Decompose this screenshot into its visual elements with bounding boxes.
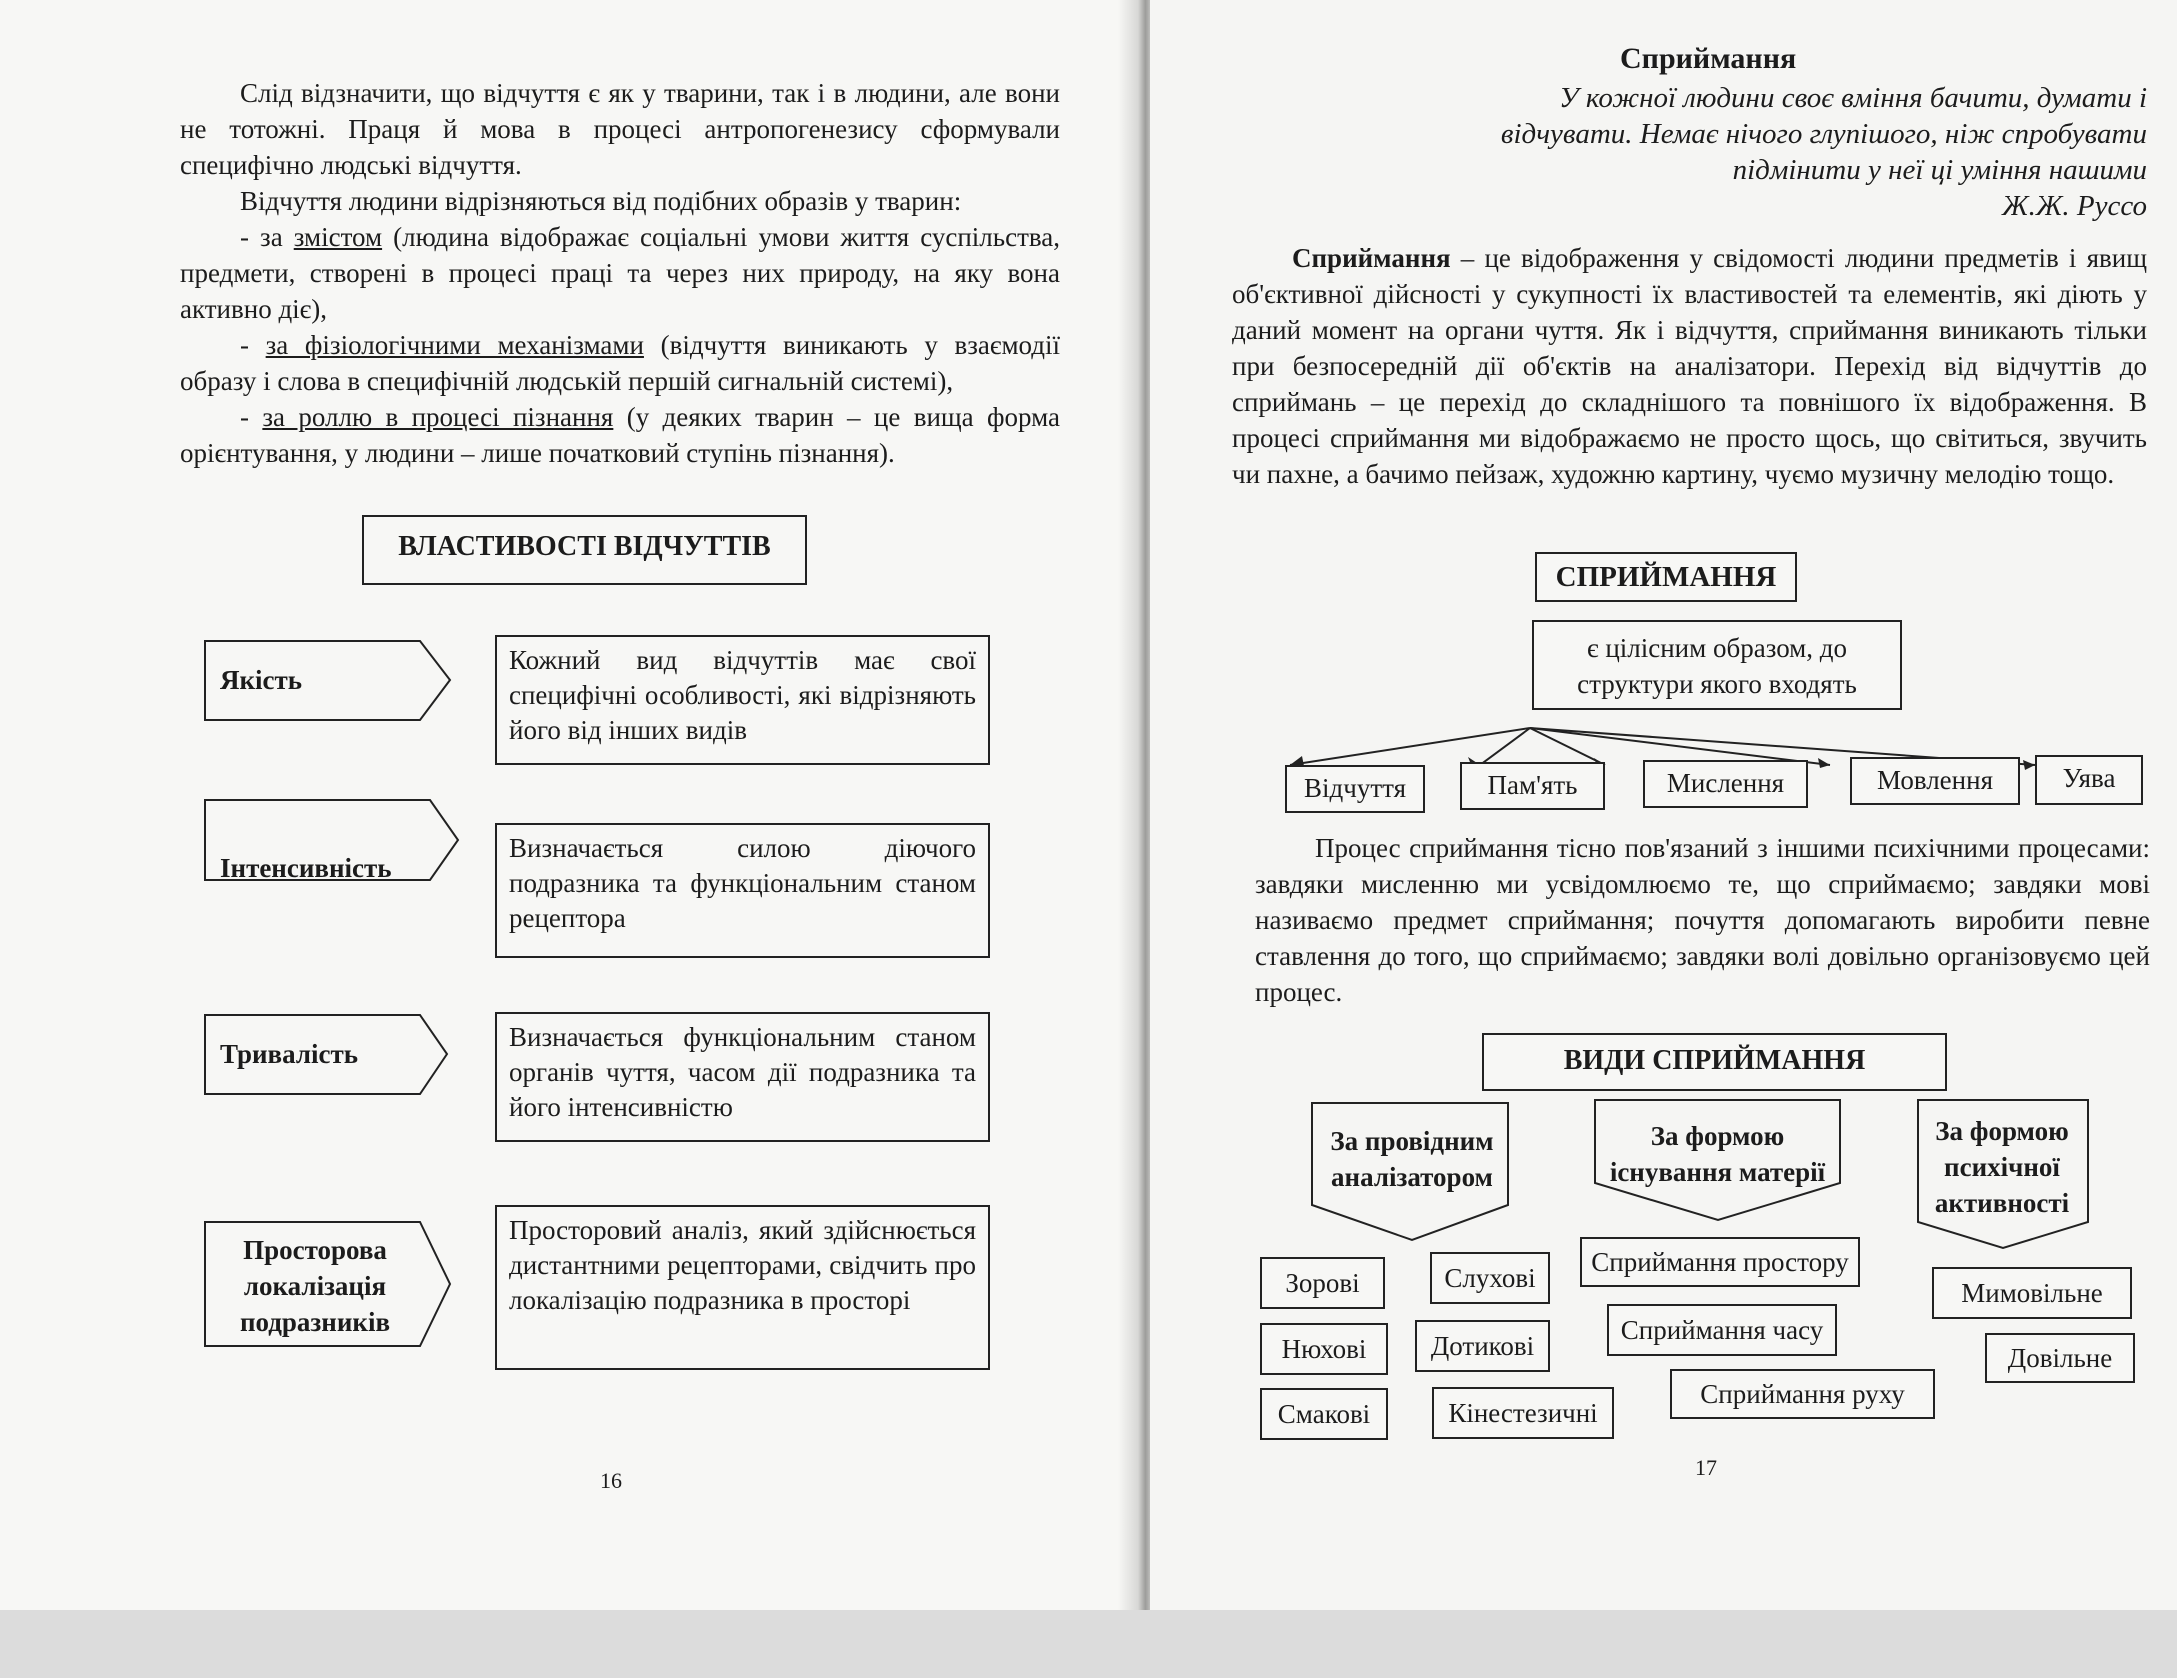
property-label: Якість (220, 665, 303, 695)
underlined-term: за фізіологічними механізмами (265, 330, 644, 360)
property-description-box (495, 635, 990, 765)
perception-type: Зорові (1260, 1257, 1385, 1309)
process-paragraph: Процес сприймання тісно пов'язаний з іншими психічними процесами: завдяки мисленню ми усвідомлюємо те, що сприймаємо; завдяки мові називаємо предмет сприймання; почуття допомагають виробити певне ставлення до того, що сприймаємо; завдяки волі довільно організовуємо цей процес. (1255, 833, 2150, 1007)
list-item: - за змістом (людина відображає соціальні умови життя суспільства, предмети, створені в процесі праці та через них природу, на яку вона активно діє), (180, 222, 1060, 324)
list-item: - за роллю в процесі пізнання (у деяких тварин – це вища форма орієнтування, у людини – лише початковий ступінь пізнання). (180, 402, 1060, 468)
underlined-term: за роллю в процесі пізнання (262, 402, 614, 432)
epigraph-line: відчувати. Немає нічого глупішого, ніж спробувати (1500, 118, 2147, 150)
property-description-box (495, 823, 990, 958)
paragraph: Відчуття людини відрізняються від подібних образів у тварин: (240, 186, 962, 216)
property-description: Визначається функціональним станом органів чуття, часом дії подразника та його інтенсивністю (509, 1022, 976, 1122)
perception-type: Смакові (1260, 1388, 1388, 1440)
perception-type: Сприймання руху (1670, 1369, 1935, 1419)
property-description-box (495, 1205, 990, 1370)
property-description-box (495, 1012, 990, 1142)
category-label: За провідним аналізатором (1330, 1126, 1494, 1192)
perception-type: Дотикові (1415, 1320, 1550, 1372)
perception-subtitle: є цілісним образом, до структури якого входять (1577, 633, 1857, 699)
perception-type: Довільне (1985, 1333, 2135, 1383)
underlined-term: змістом (293, 222, 383, 252)
epigraph-author: Ж.Ж. Руссо (2002, 190, 2147, 222)
property-description: Кожний вид відчуттів має свої специфічні особливості, які відрізняють його від інших видів (509, 645, 976, 745)
category-label: За формою психічної активності (1934, 1116, 2070, 1218)
property-label: Тривалість (220, 1039, 359, 1069)
right-page (1150, 0, 2177, 1610)
property-label: Інтенсивність (220, 853, 392, 883)
perception-type: Слухові (1430, 1252, 1550, 1304)
perception-type: Сприймання часу (1607, 1304, 1837, 1356)
perception-title: СПРИЙМАННЯ (1555, 561, 1777, 593)
page-number: 16 (600, 1468, 622, 1493)
perception-type: Кінестезичні (1432, 1387, 1614, 1439)
page-number: 17 (1695, 1455, 1717, 1480)
paragraph: Слід відзначити, що відчуття є як у тварини, так і в людини, але вони не тотожні. Праця й мова в процесі антропогенезису сформували специфічно людські відчуття. (180, 78, 1060, 180)
scan-background (0, 1610, 2177, 1678)
structure-item: Уява (2035, 755, 2143, 805)
perception-type: Сприймання простору (1580, 1237, 1860, 1287)
definition-term: Сприймання (1292, 243, 1451, 273)
structure-item: Мовлення (1850, 757, 2020, 805)
category-label: За формою існування матерії (1609, 1121, 1826, 1187)
structure-item: Пам'ять (1460, 762, 1605, 810)
epigraph-line: підмінити у неї ці уміння нашими (1732, 154, 2147, 186)
list-item: - за фізіологічними механізмами (відчуття виникають у взаємодії образу і слова в специфічній людській першій сигнальній системі), (180, 330, 1060, 396)
perception-type: Мимовільне (1932, 1267, 2132, 1319)
types-title: ВИДИ СПРИЙМАННЯ (1563, 1045, 1866, 1076)
diagram-title: ВЛАСТИВОСТІ ВІДЧУТТІВ (398, 531, 771, 562)
epigraph-line: У кожної людини своє вміння бачити, думати і (1559, 82, 2147, 114)
property-description: Визначається силою діючого подразника та функціональним станом рецептора (509, 833, 976, 933)
section-heading: Сприймання (1620, 42, 1797, 75)
structure-item: Відчуття (1285, 765, 1425, 813)
perception-type: Нюхові (1260, 1323, 1388, 1375)
property-label: Просторова локалізація подразників (239, 1235, 391, 1337)
structure-item: Мислення (1643, 760, 1808, 808)
definition-paragraph: Сприймання – це відображення у свідомості людини предметів і явищ об'єктивної дійсності у сукупності їх властивостей та елементів, які діють у даний момент на органи чуття. Як і відчуття, сприймання виникають тільки при безпосередній дії об'єктів на аналізатори. Перехід від відчуттів до сприймань – це перехід до складнішого та повнішого їх відображення. В процесі сприймання ми відображаємо не просто щось, що світиться, звучить чи пахне, а бачимо пейзаж, художню картину, чуємо музичну мелодію тощо. (1232, 243, 2147, 489)
property-description: Просторовий аналіз, який здійснюється дистантними рецепторами, свідчить про локалізацію подразника в просторі (509, 1215, 976, 1315)
